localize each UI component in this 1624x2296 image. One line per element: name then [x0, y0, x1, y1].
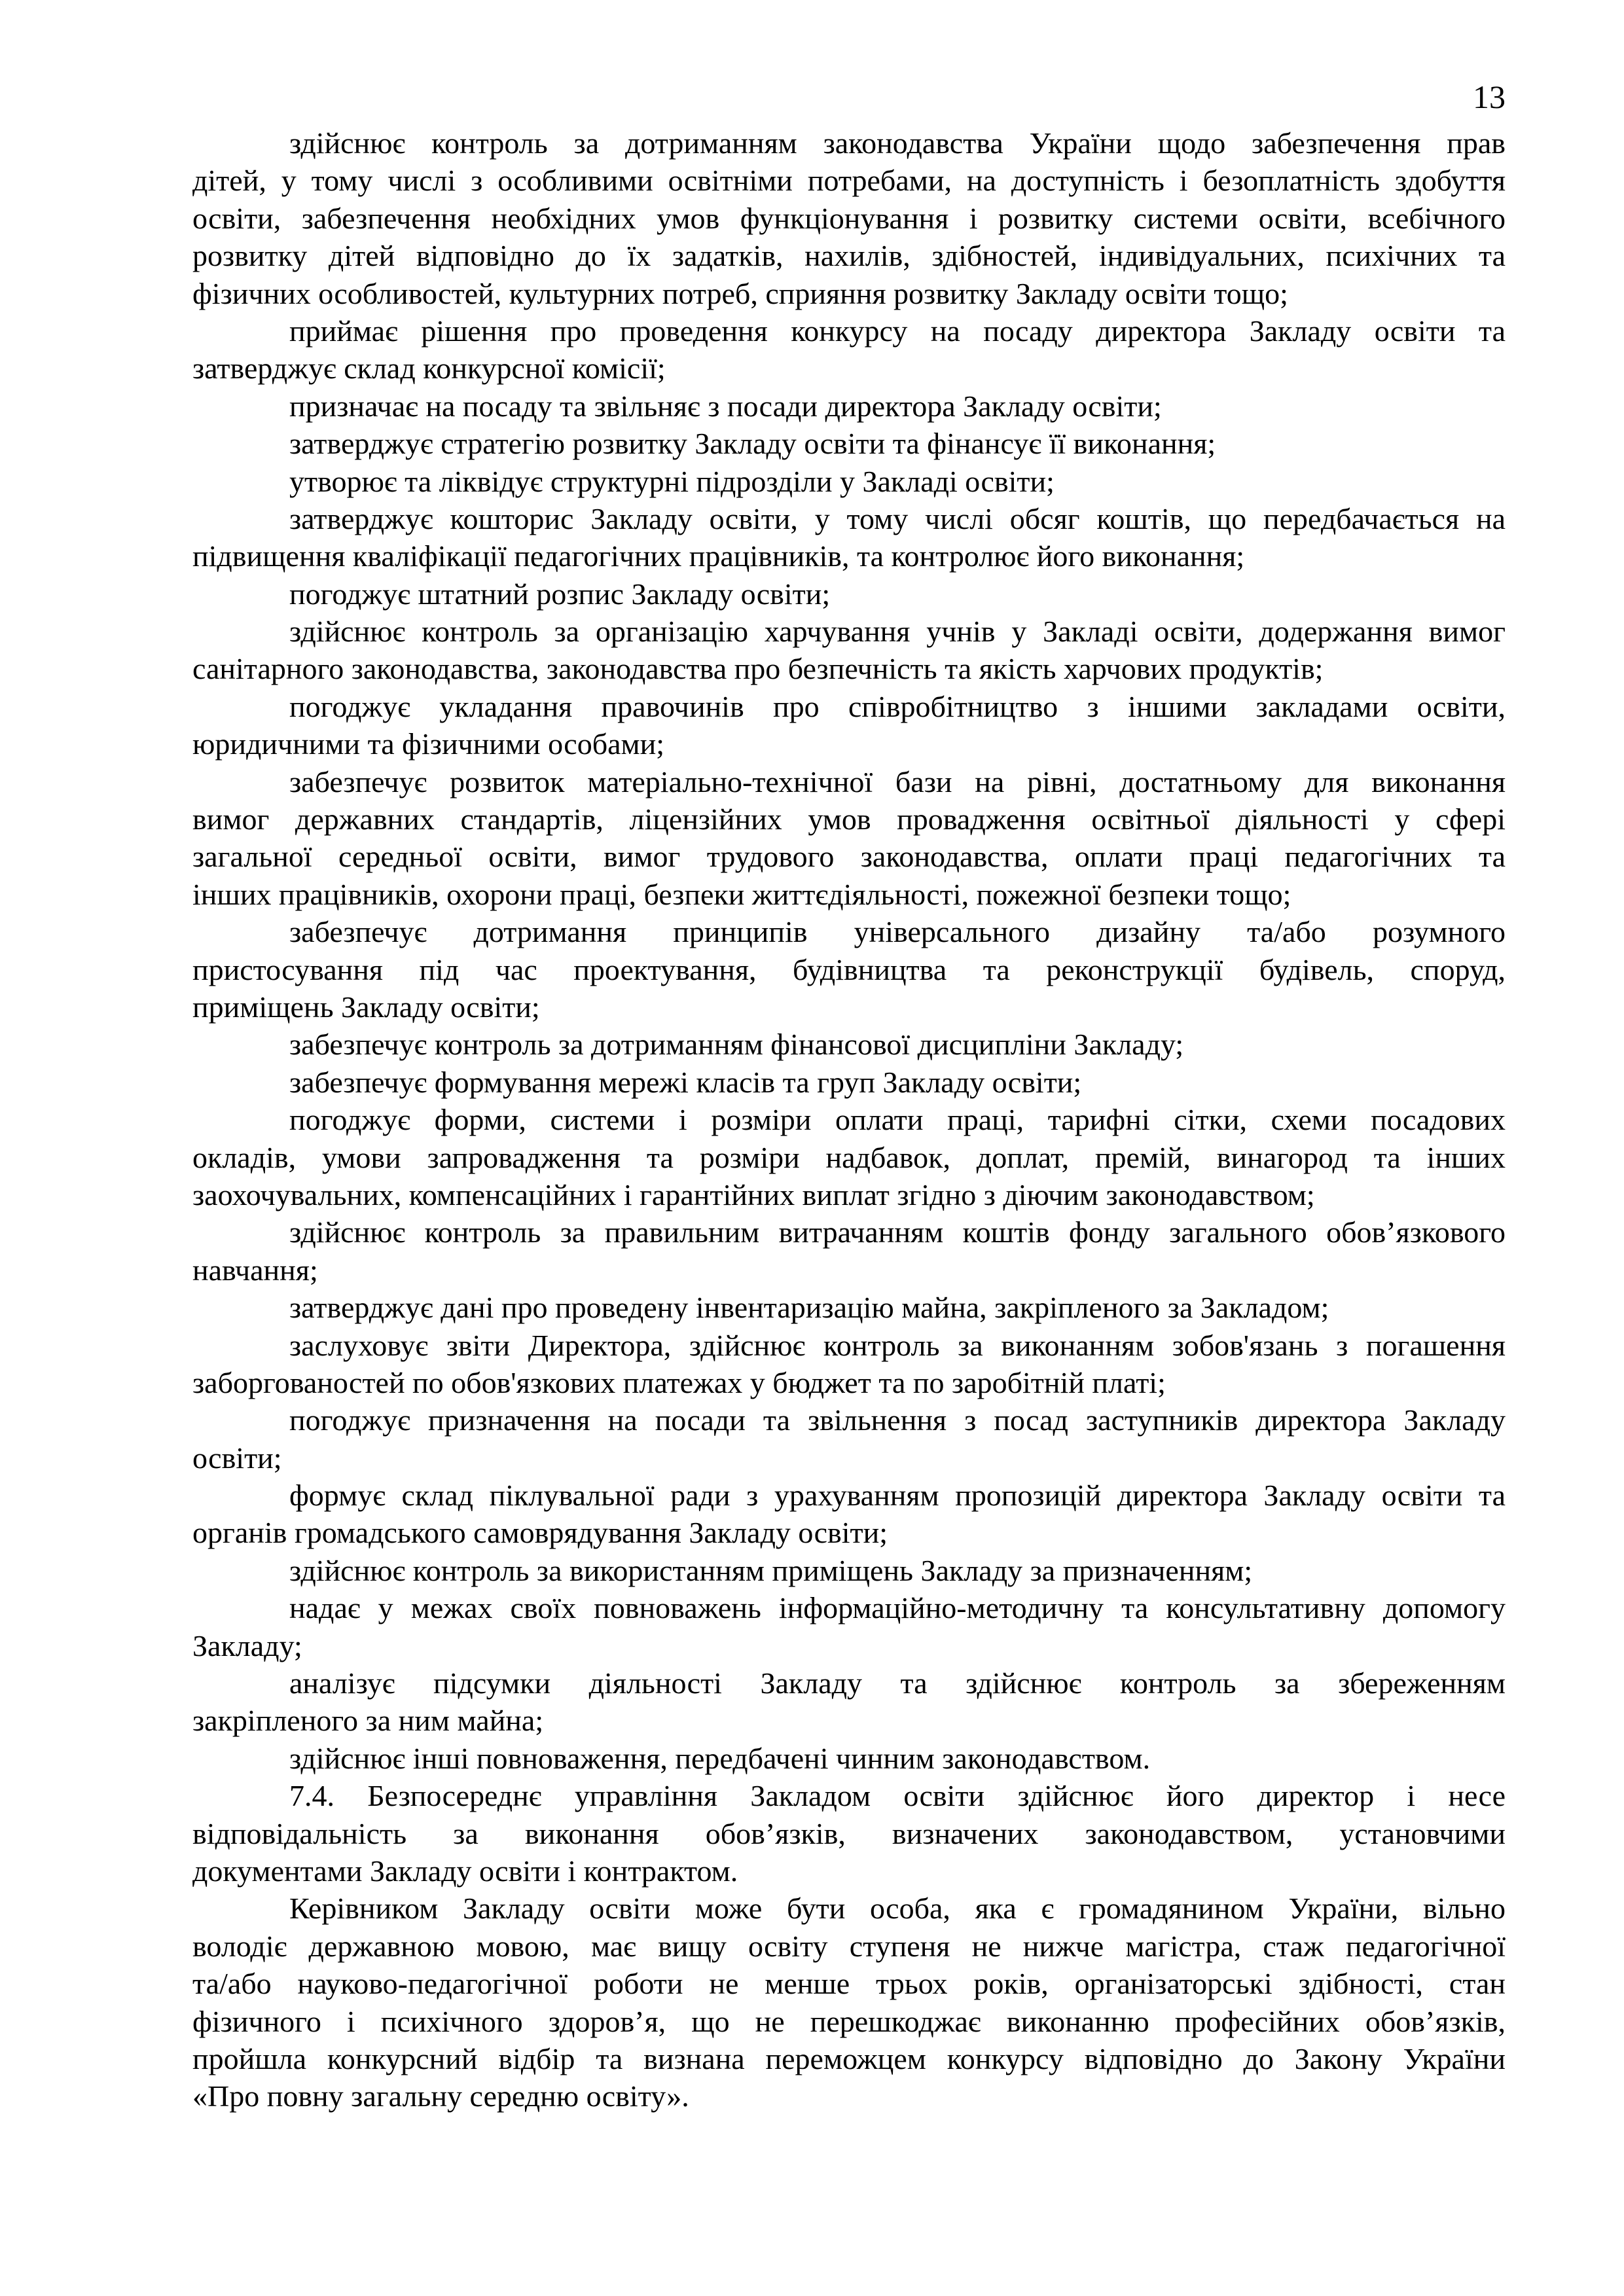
text-line: окладів, умови запровадження та розміри надбавок, доплат, премій, винагород та інших [192, 1140, 1506, 1174]
text-line: інших працівників, охорони праці, безпеки життєдіяльності, пожежної безпеки тощо; [192, 877, 1291, 911]
text-line: пройшла конкурсний відбір та визнана переможцем конкурсу відповідно до Закону України [192, 2041, 1506, 2075]
paragraph [192, 463, 1506, 500]
text-line: освіти, забезпечення необхідних умов функціонування і розвитку системи освіти, всебічного [192, 201, 1506, 235]
text-line: навчання; [192, 1253, 318, 1287]
text-line: здійснює контроль за організацію харчування учнів у Закладі освіти, додержання вимог [289, 615, 1506, 649]
text-line: «Про повну загальну середню освіту». [192, 2079, 689, 2113]
text-line: фізичних особливостей, культурних потреб, сприяння розвитку Закладу освіти тощо; [192, 276, 1288, 310]
paragraph [192, 312, 1506, 387]
text-line: санітарного законодавства, законодавства про безпечність та якість харчових продуктів; [192, 652, 1324, 686]
text-line: вимог державних стандартів, ліцензійних умов провадження освітньої діяльності у сфері [192, 802, 1506, 836]
text-line: забезпечує формування мережі класів та груп Закладу освіти; [289, 1065, 1082, 1099]
text-line: здійснює інші повноваження, передбачені чинним законодавством. [289, 1741, 1151, 1775]
text-line: заохочувальних, компенсаційних і гарантійних виплат згідно з діючим законодавством; [192, 1177, 1315, 1211]
text-line: здійснює контроль за використанням приміщень Закладу за призначенням; [289, 1553, 1253, 1587]
text-line: формує склад піклувальної ради з урахуванням пропозицій директора Закладу освіти та [289, 1479, 1506, 1513]
paragraph [192, 1213, 1506, 1289]
paragraph [192, 1289, 1506, 1326]
text-line: заслуховує звіти Директора, здійснює контроль за виконанням зобов'язань з погашення [289, 1328, 1506, 1362]
paragraph [192, 1777, 1506, 1890]
text-line: Керівником Закладу освіти може бути особа, яка є громадянином України, вільно [289, 1892, 1506, 1926]
paragraph [192, 1101, 1506, 1213]
text-line: затверджує склад конкурсної комісії; [192, 351, 666, 386]
text-line: погоджує форми, системи і розміри оплати праці, тарифні сітки, схеми посадових [289, 1103, 1506, 1137]
text-line: затверджує стратегію розвитку Закладу освіти та фінансує її виконання; [289, 427, 1216, 461]
document-body [192, 124, 1506, 2115]
paragraph [192, 1477, 1506, 1552]
text-line: фізичного і психічного здоров’я, що не перешкоджає виконанню професійних обов’язків, [192, 2004, 1506, 2038]
paragraph [192, 1401, 1506, 1477]
text-line: юридичними та фізичними особами; [192, 727, 665, 761]
paragraph [192, 1552, 1506, 1589]
paragraph [192, 387, 1506, 425]
text-line: розвитку дітей відповідно до їх задатків, нахилів, здібностей, індивідуальних, психічних та [192, 239, 1506, 273]
paragraph [192, 1026, 1506, 1063]
paragraph [192, 1740, 1506, 1777]
paragraph [192, 1664, 1506, 1740]
text-line: органів громадського самоврядування Закладу освіти; [192, 1516, 888, 1550]
text-line: документами Закладу освіти і контрактом. [192, 1854, 738, 1888]
text-line: дітей, у тому числі з особливими освітніми потребами, на доступність і безоплатність здобуття [192, 164, 1506, 198]
text-line: затверджує кошторис Закладу освіти, у тому числі обсяг коштів, що передбачається на [289, 501, 1506, 535]
text-line: утворює та ліквідує структурні підрозділи у Закладі освіти; [289, 464, 1055, 498]
paragraph [192, 1064, 1506, 1101]
text-line: здійснює контроль за правильним витрачанням коштів фонду загального обов’язкового [289, 1215, 1506, 1249]
paragraph [192, 1327, 1506, 1402]
text-line: освіти; [192, 1441, 282, 1475]
paragraph [192, 1589, 1506, 1664]
text-line: заборгованостей по обов'язкових платежах у бюджет та по заробітній платі; [192, 1365, 1166, 1399]
text-line: пристосування під час проектування, будівництва та реконструкції будівель, споруд, [192, 952, 1506, 986]
paragraph [192, 425, 1506, 462]
text-line: володіє державною мовою, має вищу освіту ступеня не нижче магістра, стаж педагогічної [192, 1929, 1506, 1963]
text-line: закріпленого за ним майна; [192, 1704, 544, 1738]
text-line: затверджує дані про проведену інвентаризацію майна, закріпленого за Закладом; [289, 1291, 1329, 1325]
paragraph [192, 613, 1506, 688]
text-line: забезпечує розвиток матеріально-технічної бази на рівні, достатньому для виконання [289, 764, 1506, 798]
text-line: забезпечує дотримання принципів універсального дизайну та/або розумного [289, 915, 1506, 949]
text-line: загальної середньої освіти, вимог трудового законодавства, оплати праці педагогічних та [192, 840, 1506, 874]
paragraph [192, 688, 1506, 763]
paragraph [192, 124, 1506, 312]
paragraph [192, 500, 1506, 575]
text-line: приймає рішення про проведення конкурсу на посаду директора Закладу освіти та [289, 314, 1506, 348]
text-line: забезпечує контроль за дотриманням фінансової дисципліни Закладу; [289, 1028, 1184, 1062]
text-line: Закладу; [192, 1628, 302, 1662]
text-line: аналізує підсумки діяльності Закладу та здійснює контроль за збереженням [289, 1666, 1506, 1700]
page-number: 13 [1473, 79, 1506, 115]
paragraph [192, 913, 1506, 1026]
text-line: та/або науково-педагогічної роботи не менше трьох років, організаторські здібності, стан [192, 1967, 1506, 2001]
text-line: здійснює контроль за дотриманням законодавства України щодо забезпечення прав [289, 126, 1506, 160]
text-line: 7.4. Безпосереднє управління Закладом освіти здійснює його директор і несе [289, 1779, 1506, 1813]
text-line: відповідальність за виконання обов’язків, визначених законодавством, установчими [192, 1816, 1506, 1850]
text-line: приміщень Закладу освіти; [192, 990, 540, 1024]
paragraph [192, 575, 1506, 613]
text-line: призначає на посаду та звільняє з посади директора Закладу освіти; [289, 389, 1162, 423]
text-line: підвищення кваліфікації педагогічних працівників, та контролює його виконання; [192, 539, 1245, 573]
text-line: погоджує укладання правочинів про співробітництво з іншими закладами освіти, [289, 689, 1506, 723]
text-line: надає у межах своїх повноважень інформаційно-методичну та консультативну допомогу [289, 1591, 1506, 1625]
text-line: погоджує призначення на посади та звільнення з посад заступників директора Закладу [289, 1403, 1506, 1437]
paragraph [192, 763, 1506, 914]
paragraph [192, 1890, 1506, 2115]
text-line: погоджує штатний розпис Закладу освіти; [289, 577, 831, 611]
